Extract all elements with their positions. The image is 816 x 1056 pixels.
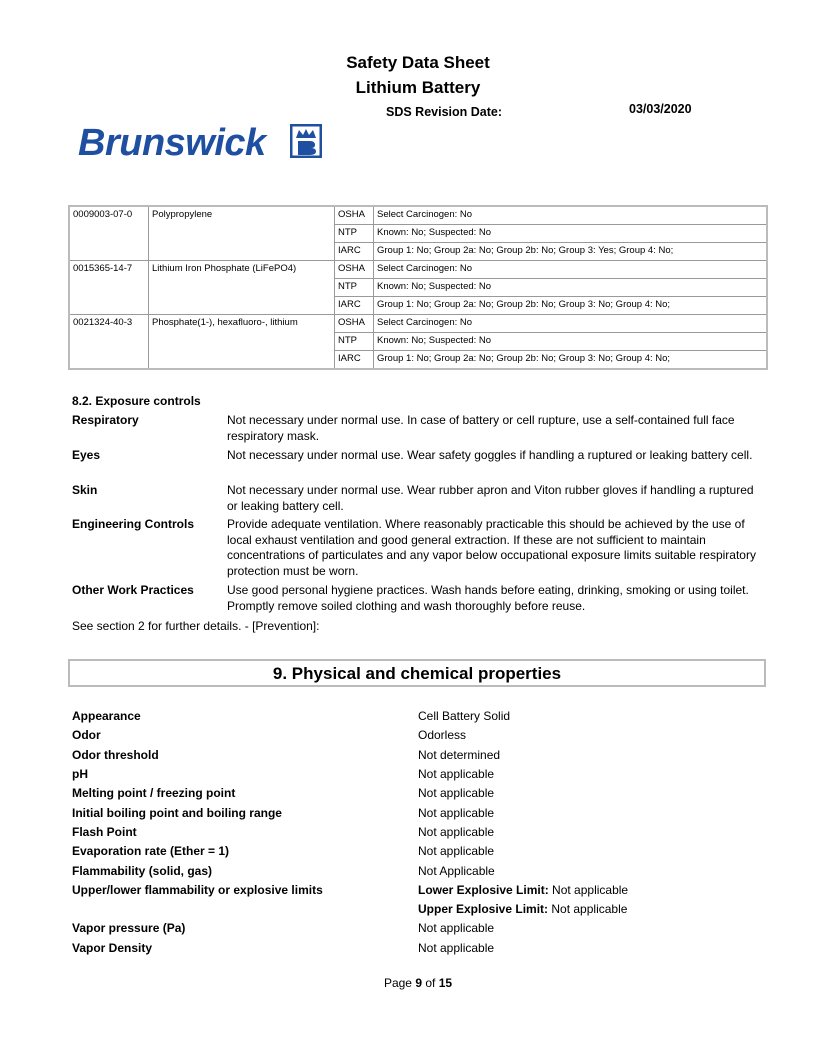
agency: OSHA: [335, 315, 374, 333]
property-label: pH: [72, 767, 88, 781]
property-label: Odor: [72, 728, 101, 742]
lel-value: Not applicable: [552, 883, 629, 897]
page-total: 15: [438, 976, 453, 990]
cas-number: 0009003-07-0: [69, 206, 149, 261]
revision-date-label: SDS Revision Date:: [386, 105, 503, 119]
chemical-name: Polypropylene: [149, 206, 335, 261]
property-label: Flash Point: [72, 825, 137, 839]
agency: IARC: [335, 297, 374, 315]
property-value: Not applicable: [418, 941, 495, 955]
other-work-practices-text: Use good personal hygiene practices. Wash hands before eating, drinking, smoking or using toilet. Promptly remove soiled clothing and wash thoroughly before reuse.: [227, 583, 749, 613]
logo-wordmark: Brunswick: [78, 122, 266, 164]
agency: NTP: [335, 225, 374, 243]
revision-date: 03/03/2020: [629, 102, 692, 116]
agency: IARC: [335, 351, 374, 370]
property-label: Vapor Density: [72, 941, 153, 955]
property-label: Vapor pressure (Pa): [72, 921, 186, 935]
property-label: Evaporation rate (Ether = 1): [72, 844, 230, 858]
property-value: Not applicable: [418, 825, 495, 839]
carcinogen-status: Group 1: No; Group 2a: No; Group 2b: No; Group 3: No; Group 4: No;: [374, 351, 768, 370]
brunswick-logo: [72, 104, 328, 190]
engineering-controls-label: Engineering Controls: [72, 517, 195, 531]
property-value: Not applicable: [418, 786, 495, 800]
carcinogen-status: Select Carcinogen: No: [374, 315, 768, 333]
uel-label: Upper Explosive Limit:: [418, 902, 549, 916]
carcinogen-table: [68, 205, 768, 370]
property-value: Not applicable: [418, 806, 495, 820]
lower-explosive-limit: [418, 883, 628, 897]
chemical-name: Phosphate(1-), hexafluoro-, lithium: [149, 315, 335, 370]
property-value: Not Applicable: [418, 864, 495, 878]
property-value: Odorless: [418, 728, 467, 742]
agency: IARC: [335, 243, 374, 261]
cas-number: 0021324-40-3: [69, 315, 149, 370]
agency: OSHA: [335, 261, 374, 279]
chemical-name: Lithium Iron Phosphate (LiFePO4): [149, 261, 335, 315]
table-row: [69, 206, 767, 225]
table-row: [69, 315, 767, 333]
carcinogen-status: Group 1: No; Group 2a: No; Group 2b: No; Group 3: No; Group 4: No;: [374, 297, 768, 315]
skin-text: Not necessary under normal use. Wear rubber apron and Viton rubber gloves if handling a ruptured or leaking battery cell.: [227, 483, 754, 513]
carcinogen-status: Group 1: No; Group 2a: No; Group 2b: No; Group 3: Yes; Group 4: No;: [374, 243, 768, 261]
table-row: [69, 261, 767, 279]
upper-explosive-limit: [418, 902, 627, 916]
page-word: Page: [383, 976, 412, 990]
see-section-note: See section 2 for further details. - [Prevention]:: [72, 619, 320, 633]
property-value: Not applicable: [418, 844, 495, 858]
property-label: Appearance: [72, 709, 141, 723]
property-label: Melting point / freezing point: [72, 786, 236, 800]
other-work-practices-label: Other Work Practices: [72, 583, 194, 597]
section-9-heading: 9. Physical and chemical properties: [68, 659, 766, 687]
property-label: Upper/lower flammability or explosive limits: [72, 883, 323, 897]
page-footer: [0, 976, 816, 990]
agency: NTP: [335, 279, 374, 297]
engineering-controls-text: Provide adequate ventilation. Where reasonably practicable this should be achieved by the use of local exhaust ventilation and good general extraction. If these are not sufficient to maintain concentrations of particulates and any vapor below occupational exposure limits suitable respiratory protection must be worn.: [227, 517, 756, 578]
property-value: Not applicable: [418, 767, 495, 781]
property-label: Flammability (solid, gas): [72, 864, 213, 878]
carcinogen-status: Select Carcinogen: No: [374, 206, 768, 225]
page-number: 9: [415, 976, 422, 990]
property-label: Odor threshold: [72, 748, 159, 762]
respiratory-text: Not necessary under normal use. In case of battery or cell rupture, use a self-contained full face respiratory mask.: [227, 413, 735, 443]
agency: OSHA: [335, 206, 374, 225]
lel-label: Lower Explosive Limit:: [418, 883, 549, 897]
cas-number: 0015365-14-7: [69, 261, 149, 315]
property-value: Not determined: [418, 748, 501, 762]
exposure-controls-heading: 8.2. Exposure controls: [72, 394, 201, 408]
uel-value: Not applicable: [551, 902, 628, 916]
carcinogen-status: Known: No; Suspected: No: [374, 279, 768, 297]
of-word: of: [425, 976, 436, 990]
crown-b-icon: [290, 124, 322, 158]
eyes-text: Not necessary under normal use. Wear safety goggles if handling a ruptured or leaking battery cell.: [227, 448, 753, 462]
document-title: Safety Data Sheet: [346, 53, 490, 72]
carcinogen-status: Select Carcinogen: No: [374, 261, 768, 279]
property-label: Initial boiling point and boiling range: [72, 806, 282, 820]
eyes-label: Eyes: [72, 448, 101, 462]
carcinogen-status: Known: No; Suspected: No: [374, 333, 768, 351]
respiratory-label: Respiratory: [72, 413, 139, 427]
agency: NTP: [335, 333, 374, 351]
document-subtitle: Lithium Battery: [355, 78, 481, 97]
carcinogen-status: Known: No; Suspected: No: [374, 225, 768, 243]
property-value: Not applicable: [418, 921, 495, 935]
skin-label: Skin: [72, 483, 98, 497]
property-value: Cell Battery Solid: [418, 709, 511, 723]
